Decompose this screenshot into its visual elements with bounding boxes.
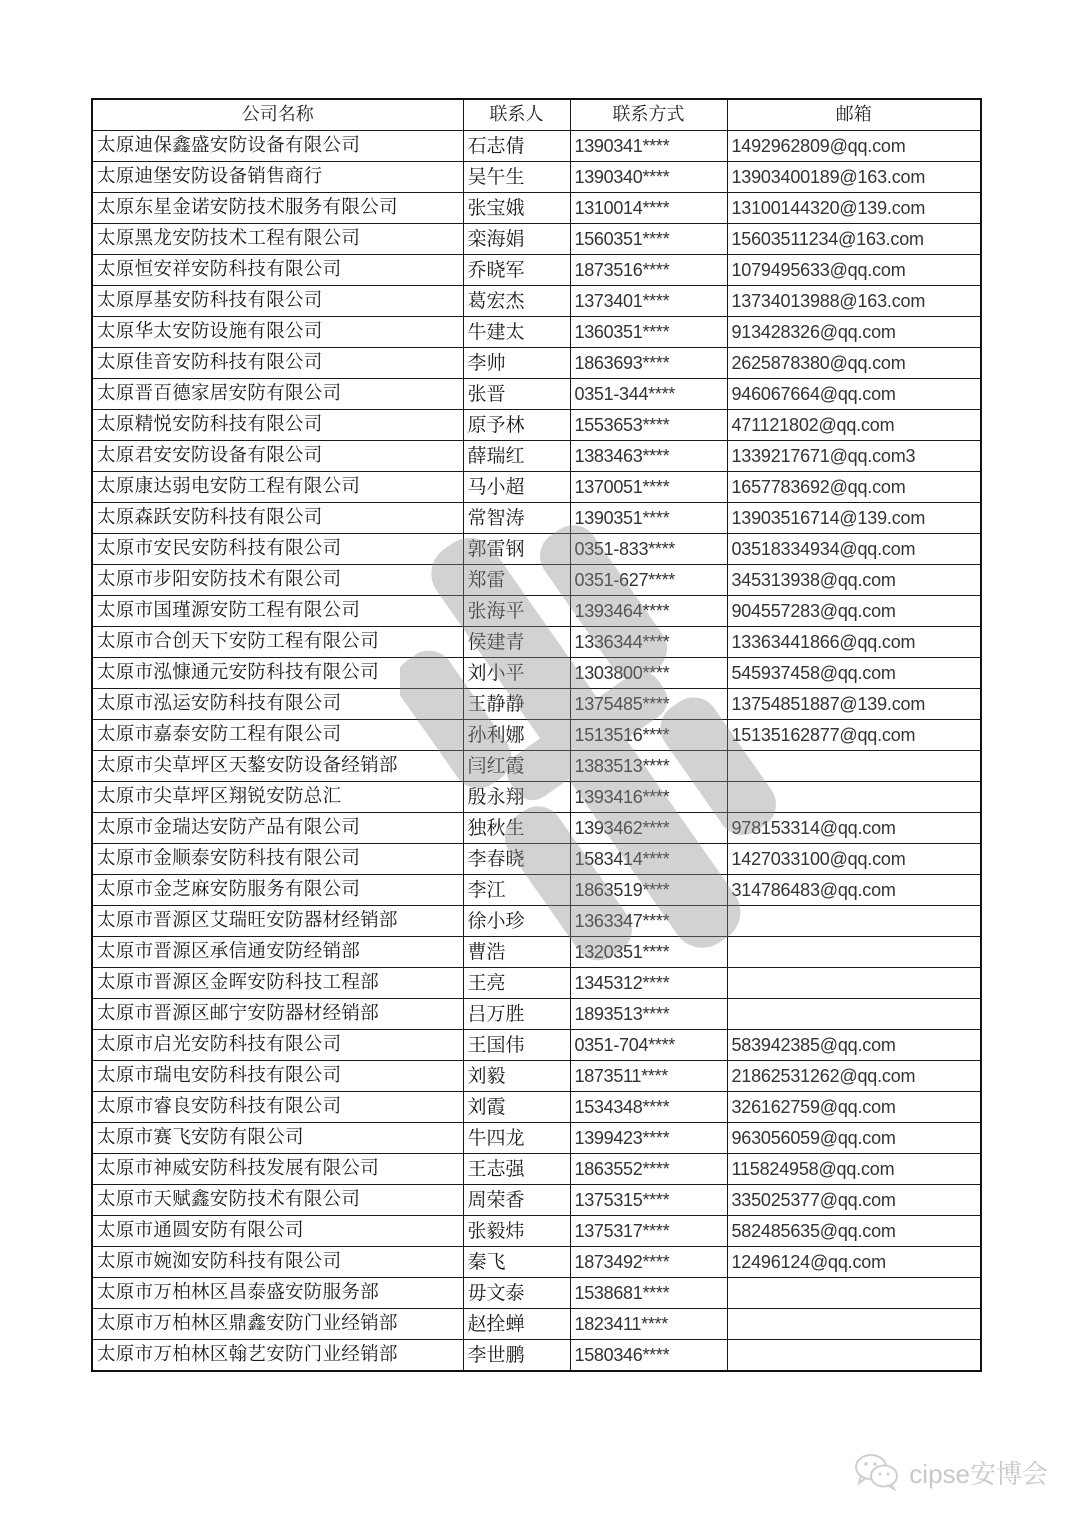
email-cell: 15603511234@163.com	[727, 224, 981, 255]
table-header-row	[92, 99, 981, 131]
contact-person-cell: 张海平	[463, 596, 570, 627]
table-row	[92, 751, 981, 782]
email-cell: 13734013988@163.com	[727, 286, 981, 317]
phone-cell: 1393464****	[570, 596, 727, 627]
company-name-cell: 太原市赛飞安防有限公司	[92, 1123, 463, 1154]
company-name-cell: 太原佳音安防科技有限公司	[92, 348, 463, 379]
company-name-cell: 太原市瑞电安防科技有限公司	[92, 1061, 463, 1092]
email-cell: 326162759@qq.com	[727, 1092, 981, 1123]
email-cell: 1657783692@qq.com	[727, 472, 981, 503]
table-row	[92, 224, 981, 255]
email-cell: 115824958@qq.com	[727, 1154, 981, 1185]
company-name-cell: 太原市安民安防科技有限公司	[92, 534, 463, 565]
contact-person-cell: 王亮	[463, 968, 570, 999]
phone-cell: 1320351****	[570, 937, 727, 968]
phone-cell: 1375315****	[570, 1185, 727, 1216]
contact-person-cell: 马小超	[463, 472, 570, 503]
phone-cell: 1383513****	[570, 751, 727, 782]
company-name-cell: 太原市尖草坪区天鏊安防设备经销部	[92, 751, 463, 782]
company-name-cell: 太原迪堡安防设备销售商行	[92, 162, 463, 193]
header-contact: 联系人	[463, 99, 570, 131]
contact-person-cell: 牛四龙	[463, 1123, 570, 1154]
table-row	[92, 1185, 981, 1216]
phone-cell: 1370051****	[570, 472, 727, 503]
company-name-cell: 太原市合创天下安防工程有限公司	[92, 627, 463, 658]
company-name-cell: 太原市晋源区承信通安防经销部	[92, 937, 463, 968]
footer-brand-text: cipse安博会	[909, 1458, 1048, 1489]
company-name-cell: 太原华太安防设施有限公司	[92, 317, 463, 348]
email-cell	[727, 999, 981, 1030]
contact-person-cell: 曹浩	[463, 937, 570, 968]
phone-cell: 1393462****	[570, 813, 727, 844]
table-row	[92, 317, 981, 348]
header-phone: 联系方式	[570, 99, 727, 131]
email-cell: 545937458@qq.com	[727, 658, 981, 689]
email-cell: 335025377@qq.com	[727, 1185, 981, 1216]
email-cell	[727, 751, 981, 782]
phone-cell: 1390341****	[570, 131, 727, 162]
table-row	[92, 1092, 981, 1123]
email-cell: 03518334934@qq.com	[727, 534, 981, 565]
email-cell: 1492962809@qq.com	[727, 131, 981, 162]
email-cell: 13363441866@qq.com	[727, 627, 981, 658]
company-name-cell: 太原森跃安防科技有限公司	[92, 503, 463, 534]
company-name-cell: 太原精悦安防科技有限公司	[92, 410, 463, 441]
contact-person-cell: 薛瑞红	[463, 441, 570, 472]
phone-cell: 1375317****	[570, 1216, 727, 1247]
phone-cell: 0351-344****	[570, 379, 727, 410]
contact-person-cell: 葛宏杰	[463, 286, 570, 317]
contact-person-cell: 李江	[463, 875, 570, 906]
contact-person-cell: 刘小平	[463, 658, 570, 689]
company-name-cell: 太原市万柏林区翰艺安防门业经销部	[92, 1340, 463, 1372]
phone-cell: 1393416****	[570, 782, 727, 813]
phone-cell: 1873511****	[570, 1061, 727, 1092]
contact-table-container	[91, 98, 980, 1372]
phone-cell: 1336344****	[570, 627, 727, 658]
phone-cell: 1363347****	[570, 906, 727, 937]
footer-brand	[853, 1452, 1048, 1492]
table-body	[92, 131, 981, 1372]
contact-person-cell: 张晋	[463, 379, 570, 410]
phone-cell: 1534348****	[570, 1092, 727, 1123]
email-cell	[727, 1309, 981, 1340]
email-cell	[727, 782, 981, 813]
company-name-cell: 太原市金瑞达安防产品有限公司	[92, 813, 463, 844]
phone-cell: 1863519****	[570, 875, 727, 906]
email-cell: 13100144320@139.com	[727, 193, 981, 224]
company-name-cell: 太原市国瑾源安防工程有限公司	[92, 596, 463, 627]
table-row	[92, 348, 981, 379]
table-row	[92, 782, 981, 813]
table-row	[92, 193, 981, 224]
table-row	[92, 1030, 981, 1061]
contact-person-cell: 李帅	[463, 348, 570, 379]
phone-cell: 1560351****	[570, 224, 727, 255]
email-cell: 1079495633@qq.com	[727, 255, 981, 286]
email-cell: 13754851887@139.com	[727, 689, 981, 720]
table-row	[92, 1278, 981, 1309]
company-name-cell: 太原市睿良安防科技有限公司	[92, 1092, 463, 1123]
contact-person-cell: 徐小珍	[463, 906, 570, 937]
company-name-cell: 太原黑龙安防技术工程有限公司	[92, 224, 463, 255]
phone-cell: 0351-627****	[570, 565, 727, 596]
table-row	[92, 1154, 981, 1185]
table-row	[92, 565, 981, 596]
contact-person-cell: 王国伟	[463, 1030, 570, 1061]
header-company: 公司名称	[92, 99, 463, 131]
company-name-cell: 太原市泓慷通元安防科技有限公司	[92, 658, 463, 689]
contact-person-cell: 侯建青	[463, 627, 570, 658]
table-row	[92, 596, 981, 627]
company-name-cell: 太原市晋源区艾瑞旺安防器材经销部	[92, 906, 463, 937]
contact-person-cell: 王志强	[463, 1154, 570, 1185]
contact-person-cell: 张毅炜	[463, 1216, 570, 1247]
table-row	[92, 162, 981, 193]
phone-cell: 1873492****	[570, 1247, 727, 1278]
company-name-cell: 太原市天赋鑫安防技术有限公司	[92, 1185, 463, 1216]
email-cell: 2625878380@qq.com	[727, 348, 981, 379]
email-cell: 12496124@qq.com	[727, 1247, 981, 1278]
company-name-cell: 太原市神威安防科技发展有限公司	[92, 1154, 463, 1185]
email-cell: 913428326@qq.com	[727, 317, 981, 348]
phone-cell: 1553653****	[570, 410, 727, 441]
phone-cell: 1390351****	[570, 503, 727, 534]
contact-person-cell: 殷永翔	[463, 782, 570, 813]
company-name-cell: 太原市万柏林区昌泰盛安防服务部	[92, 1278, 463, 1309]
email-cell	[727, 1340, 981, 1372]
company-name-cell: 太原市婉洳安防科技有限公司	[92, 1247, 463, 1278]
table-row	[92, 1247, 981, 1278]
phone-cell: 1863693****	[570, 348, 727, 379]
company-name-cell: 太原市金芝麻安防服务有限公司	[92, 875, 463, 906]
contact-person-cell: 张宝娥	[463, 193, 570, 224]
company-name-cell: 太原君安安防设备有限公司	[92, 441, 463, 472]
email-cell: 1339217671@qq.com3	[727, 441, 981, 472]
contact-person-cell: 原予林	[463, 410, 570, 441]
phone-cell: 0351-704****	[570, 1030, 727, 1061]
phone-cell: 1375485****	[570, 689, 727, 720]
contact-person-cell: 独秋生	[463, 813, 570, 844]
email-cell: 471121802@qq.com	[727, 410, 981, 441]
company-name-cell: 太原康达弱电安防工程有限公司	[92, 472, 463, 503]
company-name-cell: 太原市晋源区邮宁安防器材经销部	[92, 999, 463, 1030]
email-cell: 345313938@qq.com	[727, 565, 981, 596]
contact-person-cell: 郭雷钢	[463, 534, 570, 565]
email-cell	[727, 1278, 981, 1309]
table-row	[92, 906, 981, 937]
contact-person-cell: 石志倩	[463, 131, 570, 162]
table-row	[92, 534, 981, 565]
company-name-cell: 太原市晋源区金晖安防科技工程部	[92, 968, 463, 999]
email-cell: 978153314@qq.com	[727, 813, 981, 844]
phone-cell: 1390340****	[570, 162, 727, 193]
table-row	[92, 1309, 981, 1340]
email-cell: 15135162877@qq.com	[727, 720, 981, 751]
phone-cell: 1823411****	[570, 1309, 727, 1340]
phone-cell: 1863552****	[570, 1154, 727, 1185]
company-name-cell: 太原市万柏林区鼎鑫安防门业经销部	[92, 1309, 463, 1340]
company-name-cell: 太原晋百德家居安防有限公司	[92, 379, 463, 410]
contact-person-cell: 李春晓	[463, 844, 570, 875]
table-row	[92, 255, 981, 286]
phone-cell: 1383463****	[570, 441, 727, 472]
phone-cell: 1583414****	[570, 844, 727, 875]
phone-cell: 1580346****	[570, 1340, 727, 1372]
company-name-cell: 太原市金顺泰安防科技有限公司	[92, 844, 463, 875]
contact-person-cell: 刘毅	[463, 1061, 570, 1092]
company-name-cell: 太原厚基安防科技有限公司	[92, 286, 463, 317]
table-row	[92, 937, 981, 968]
table-row	[92, 813, 981, 844]
phone-cell: 1345312****	[570, 968, 727, 999]
contact-person-cell: 郑雷	[463, 565, 570, 596]
phone-cell: 1893513****	[570, 999, 727, 1030]
contact-person-cell: 乔晓军	[463, 255, 570, 286]
phone-cell: 1538681****	[570, 1278, 727, 1309]
table-row	[92, 968, 981, 999]
email-cell: 582485635@qq.com	[727, 1216, 981, 1247]
table-row	[92, 875, 981, 906]
email-cell: 1427033100@qq.com	[727, 844, 981, 875]
company-name-cell: 太原恒安祥安防科技有限公司	[92, 255, 463, 286]
table-row	[92, 1123, 981, 1154]
contact-person-cell: 周荣香	[463, 1185, 570, 1216]
phone-cell: 1360351****	[570, 317, 727, 348]
wechat-icon	[853, 1452, 901, 1492]
company-name-cell: 太原市尖草坪区翔锐安防总汇	[92, 782, 463, 813]
table-row	[92, 441, 981, 472]
table-row	[92, 689, 981, 720]
email-cell: 13903516714@139.com	[727, 503, 981, 534]
table-row	[92, 379, 981, 410]
company-name-cell: 太原迪保鑫盛安防设备有限公司	[92, 131, 463, 162]
table-row	[92, 131, 981, 162]
email-cell	[727, 906, 981, 937]
table-row	[92, 1340, 981, 1372]
table-row	[92, 286, 981, 317]
phone-cell: 1513516****	[570, 720, 727, 751]
header-email: 邮箱	[727, 99, 981, 131]
contact-person-cell: 闫红霞	[463, 751, 570, 782]
table-row	[92, 503, 981, 534]
contact-person-cell: 秦飞	[463, 1247, 570, 1278]
email-cell: 963056059@qq.com	[727, 1123, 981, 1154]
company-name-cell: 太原市通圆安防有限公司	[92, 1216, 463, 1247]
table-row	[92, 999, 981, 1030]
contact-person-cell: 毋文泰	[463, 1278, 570, 1309]
contact-person-cell: 栾海娟	[463, 224, 570, 255]
company-name-cell: 太原东星金诺安防技术服务有限公司	[92, 193, 463, 224]
email-cell: 904557283@qq.com	[727, 596, 981, 627]
contact-person-cell: 常智涛	[463, 503, 570, 534]
table-row	[92, 627, 981, 658]
table-row	[92, 1061, 981, 1092]
phone-cell: 1303800****	[570, 658, 727, 689]
table-row	[92, 472, 981, 503]
contact-person-cell: 赵拴蝉	[463, 1309, 570, 1340]
email-cell: 21862531262@qq.com	[727, 1061, 981, 1092]
table-row	[92, 844, 981, 875]
company-name-cell: 太原市步阳安防技术有限公司	[92, 565, 463, 596]
phone-cell: 1873516****	[570, 255, 727, 286]
table-row	[92, 658, 981, 689]
email-cell: 946067664@qq.com	[727, 379, 981, 410]
contact-person-cell: 孙利娜	[463, 720, 570, 751]
company-name-cell: 太原市泓运安防科技有限公司	[92, 689, 463, 720]
email-cell	[727, 937, 981, 968]
table-row	[92, 720, 981, 751]
phone-cell: 0351-833****	[570, 534, 727, 565]
table-row	[92, 1216, 981, 1247]
email-cell: 583942385@qq.com	[727, 1030, 981, 1061]
phone-cell: 1373401****	[570, 286, 727, 317]
contact-person-cell: 李世鹏	[463, 1340, 570, 1372]
company-name-cell: 太原市嘉泰安防工程有限公司	[92, 720, 463, 751]
email-cell: 13903400189@163.com	[727, 162, 981, 193]
email-cell	[727, 968, 981, 999]
phone-cell: 1399423****	[570, 1123, 727, 1154]
contact-person-cell: 吕万胜	[463, 999, 570, 1030]
company-contact-table	[91, 98, 982, 1372]
contact-person-cell: 吴午生	[463, 162, 570, 193]
contact-person-cell: 王静静	[463, 689, 570, 720]
email-cell: 314786483@qq.com	[727, 875, 981, 906]
contact-person-cell: 刘霞	[463, 1092, 570, 1123]
phone-cell: 1310014****	[570, 193, 727, 224]
table-row	[92, 410, 981, 441]
contact-person-cell: 牛建太	[463, 317, 570, 348]
company-name-cell: 太原市启光安防科技有限公司	[92, 1030, 463, 1061]
